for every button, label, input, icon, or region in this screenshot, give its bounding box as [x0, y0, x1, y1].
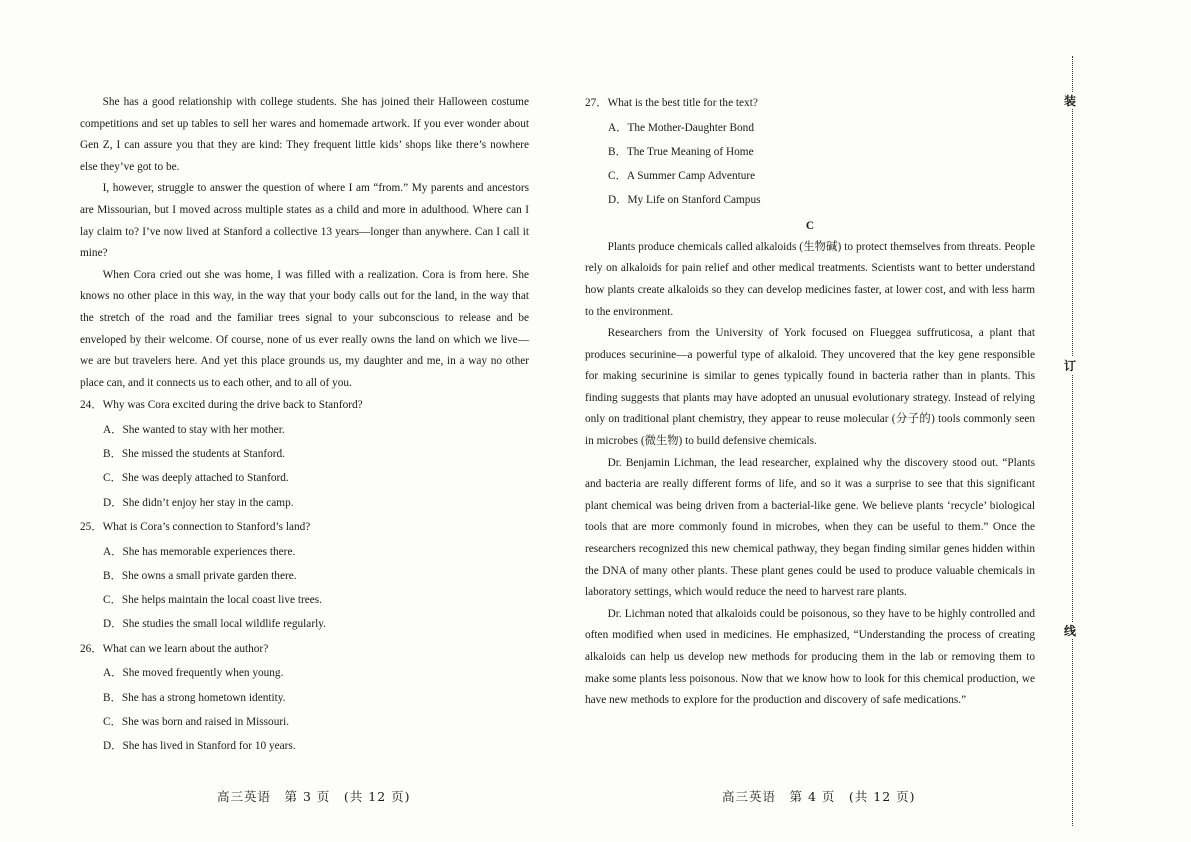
page-footer-left: 高三英语 第 3 页 (共 12 页)	[217, 789, 411, 804]
binding-mark: 线	[1064, 624, 1077, 638]
answer-option: B．The True Meaning of Home	[608, 145, 754, 158]
passage-paragraph: Dr. Benjamin Lichman, the lead researcher, explained why the discovery stood out. “Plants and bacteria are really different forms of life, and so it was a surprise to see that this significant plant chemical was being driven from a bacterial-like gene. We believe plants ‘recycle’ biological tools that are more commonly found in microbes, when they can be useful to them.” Once the researchers recognized this new chemical pathway, they began finding similar genes hidden within the DNA of many other plants. These plant genes could be used to produce valuable chemicals in laboratory settings, which would reduce the need to harvest rare plants.	[585, 456, 1035, 599]
answer-option: B．She has a strong hometown identity.	[103, 691, 286, 704]
question-26	[80, 639, 529, 758]
answer-option: C．She was born and raised in Missouri.	[103, 715, 290, 728]
answer-option: B．She missed the students at Stanford.	[103, 448, 285, 461]
answer-option: C．A Summer Camp Adventure	[608, 170, 756, 183]
answer-option: C．She was deeply attached to Stanford.	[103, 472, 289, 485]
question-stem: 27．What is the best title for the text?	[585, 97, 758, 109]
passage-paragraph: When Cora cried out she was home, I was filled with a realization. Cora is from here. She knows no other place in this way, in the way that your body calls out for the land, in the way that the stretch of the road and the familiar trees signal to your subconscious to release and be enveloped by their welcome. Of course, none of us ever really owns the land on which we live—we are but travelers here. And yet this place grounds us, my daughter and me, in a way no other place can, and it connects us to each other, and to all of you.	[80, 268, 529, 389]
left-column	[80, 92, 529, 760]
answer-option: B．She owns a small private garden there.	[103, 569, 297, 582]
passage-paragraph: Plants produce chemicals called alkaloids (生物碱) to protect themselves from threats. People rely on alkaloids for pain relief and other medical treatments. Scientists want to better understand how plants create alkaloids so they can develop medicines faster, at lower cost, and with less harm to the environment.	[585, 240, 1035, 318]
answer-option: C．She helps maintain the local coast live trees.	[103, 594, 322, 607]
passage-paragraph: Researchers from the University of York focused on Flueggea suffruticosa, a plant that produces securinine—a powerful type of alkaloid. They uncovered that the key gene responsible for making securinine is similar to genes typically found in bacteria rather than in plants. This finding suggests that plants may have adopted an unusual evolutionary strategy. Instead of relying only on traditional plant chemistry, they appear to reuse molecular (分子的) tools commonly seen in microbes (微生物) to build defensive chemicals.	[585, 327, 1035, 448]
binding-mark: 订	[1064, 359, 1077, 373]
passage-paragraph: Dr. Lichman noted that alkaloids could be poisonous, so they have to be highly controlled and often modified when used in medicines. He emphasized, “Understanding the process of creating alkaloids can help us develop new methods for producing them in the lab or removing them to make some plants less poisonous. Now that we know how to look for this chemical production, we have new methods to explore for the production and discovery of safe medications.”	[585, 607, 1035, 707]
binding-dotted-line	[1072, 56, 1073, 826]
answer-option: A．She wanted to stay with her mother.	[103, 423, 285, 436]
answer-option: D．She didn’t enjoy her stay in the camp.	[103, 496, 294, 509]
question-stem: 26．What can we learn about the author?	[80, 642, 269, 655]
passage-paragraph: She has a good relationship with college students. She has joined their Halloween costume competitions and set up tables to sell her wares and homemade artwork. If you ever wonder about Gen Z, I can assure you that they are kind: They frequent little kids’ shops like there’s nowhere else they’ve got to be.	[80, 96, 529, 173]
question-stem: 24．Why was Cora excited during the drive back to Stanford?	[80, 399, 363, 412]
page-footer-right: 高三英语 第 4 页 (共 12 页)	[722, 789, 916, 804]
binding-mark: 装	[1064, 94, 1077, 108]
answer-option: D．She studies the small local wildlife regularly.	[103, 618, 326, 631]
question-24	[80, 395, 529, 514]
question-27	[585, 93, 1035, 212]
answer-option: A．The Mother-Daughter Bond	[608, 121, 754, 134]
right-column	[585, 92, 1035, 712]
passage-paragraph: I, however, struggle to answer the question of where I am “from.” My parents and ancestors are Missourian, but I moved across multiple states as a child and more in adulthood. Where can I lay claim to? I’ve now lived at Stanford a collective 13 years—longer than anywhere. Can I call it mine?	[80, 182, 529, 260]
answer-option: D．She has lived in Stanford for 10 years.	[103, 740, 296, 753]
question-stem: 25．What is Cora’s connection to Stanford’s land?	[80, 521, 311, 534]
question-25	[80, 517, 529, 636]
answer-option: A．She has memorable experiences there.	[103, 545, 296, 558]
answer-option: D．My Life on Stanford Campus	[608, 194, 761, 207]
answer-option: A．She moved frequently when young.	[103, 667, 284, 680]
section-heading: C	[805, 219, 815, 232]
